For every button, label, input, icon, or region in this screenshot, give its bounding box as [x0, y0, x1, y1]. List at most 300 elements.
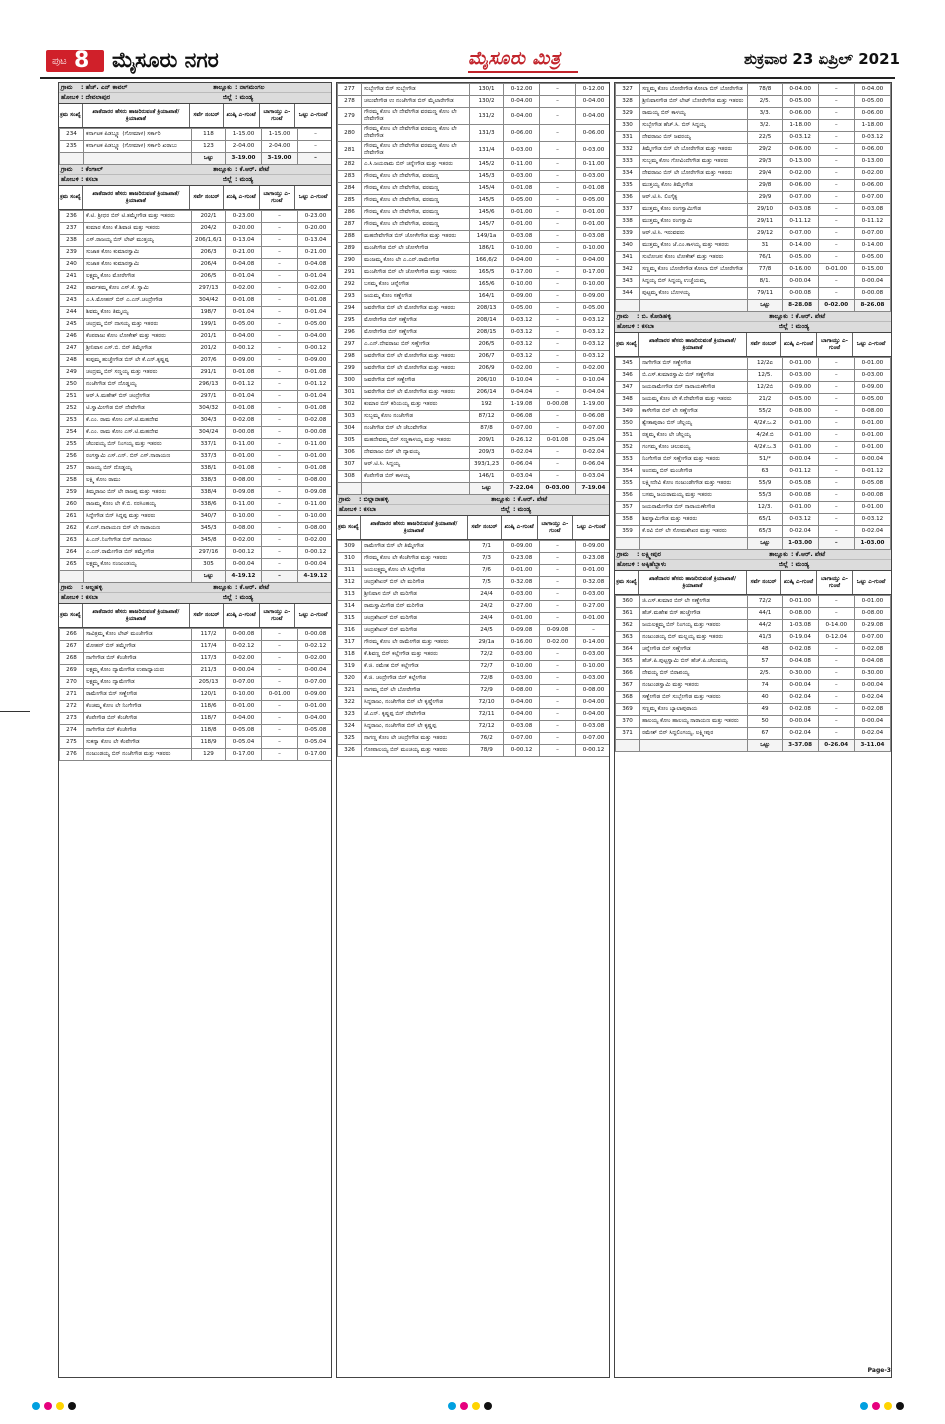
area-total: 0-03.12	[576, 351, 611, 363]
survey-number: 118/6	[192, 701, 226, 713]
owner-name: ಚಂದ್ರಮ್ಮ ಬಿನ್ ದಾಸಯ್ಯ ಮತ್ತು ಇತರರು	[84, 319, 192, 331]
total-spacer	[616, 538, 640, 550]
registration-dot	[44, 1402, 52, 1410]
area-dry: –	[540, 745, 576, 757]
survey-number: 76/1	[748, 252, 782, 264]
area-dry: –	[540, 375, 576, 387]
area-wet: 0-03.12	[504, 327, 540, 339]
owner-name: ಜಯರಾಮೇಗೌಡ ಬಿನ್ ನಾರಾಯಣೇಗೌಡ	[640, 382, 748, 394]
area-wet: 0-06.00	[782, 144, 818, 156]
survey-number: 72/8	[470, 673, 504, 685]
row-no: 326	[338, 745, 362, 757]
row-no: 355	[616, 478, 640, 490]
area-dry: –	[540, 159, 576, 171]
row-no: 371	[616, 728, 640, 740]
area-total: 0-05.08	[854, 478, 890, 490]
row-no: 288	[338, 231, 362, 243]
col-wet: ಖುಷ್ಕಿ ಎ-ಗುಂಟೆ	[781, 571, 817, 594]
total-spacer	[362, 483, 470, 495]
area-total: 0-13.04	[298, 235, 333, 247]
survey-number: 205/13	[192, 677, 226, 689]
village-name: : ಬಿಲ್ಲಾನಾಹಳ್ಳಿ	[359, 495, 389, 503]
survey-number: 78/8	[748, 84, 782, 96]
owner-name: ಪಿ.ಎನ್.ನಿಂಗೇಗೌಡ ಬಿನ್ ನಾಗರಾಜು	[84, 535, 192, 547]
owner-name: ಬಸಮ್ಮ ಜಯರಾಮಯ್ಯ ಮತ್ತು ಇತರರು	[640, 490, 748, 502]
table-row	[60, 355, 333, 367]
table-row	[616, 252, 891, 264]
row-no: 239	[60, 247, 84, 259]
area-total: 0-08.00	[854, 608, 890, 620]
area-wet: 0-01.04	[226, 271, 262, 283]
village-label: ಗ್ರಾಮ	[61, 165, 73, 173]
area-wet: 0-17.00	[504, 267, 540, 279]
col-no: ಕ್ರಮ ಸಂಖ್ಯೆ	[59, 104, 83, 127]
area-total: 0-05.00	[854, 252, 890, 264]
table-row	[60, 319, 333, 331]
area-total: 0-03.04	[576, 471, 611, 483]
row-no: 337	[616, 204, 640, 216]
survey-number: 21/2	[748, 394, 782, 406]
area-wet: 0-09.00	[504, 291, 540, 303]
row-no: 236	[60, 211, 84, 223]
area-wet: 0-03.00	[504, 649, 540, 661]
row-no: 278	[338, 96, 362, 108]
area-total: 0-07.00	[576, 423, 611, 435]
table-row	[60, 641, 333, 653]
survey-number: 118/7	[192, 713, 226, 725]
owner-name: ಜಯಲಕ್ಷ್ಮಮ್ಮ ಬಿನ್ ನಿಂಗಯ್ಯ ಮತ್ತು ಇತರರು	[640, 620, 748, 632]
owner-name: ರಾಮೇಗೌಡ ಬಿನ್ ಸಣ್ಣೇಗೌಡ	[84, 689, 192, 701]
owner-name: ಲಕ್ಷ್ಮೀದೇವಿ ಕೋಂ ನಂಜುಂಡೇಗೌಡ ಮತ್ತು ಇತರರು	[640, 478, 748, 490]
area-total: 0-06.00	[576, 125, 611, 142]
table-row	[338, 327, 611, 339]
owner-name: ನಾಗೇಗೌಡ ಬಿನ್ ಕೆಂಚೇಗೌಡ	[84, 725, 192, 737]
section-title: ಮೈಸೂರು ನಗರ	[112, 48, 219, 72]
area-total: 0-00.04	[298, 665, 333, 677]
row-no: 322	[338, 697, 362, 709]
owner-name: ಶ್ರೀನಿವಾಸ ಬಿನ್ ಲೇ ಮರಿಗೌಡ	[362, 589, 470, 601]
block-header-row	[615, 312, 891, 322]
table-row	[60, 749, 333, 761]
owner-name: ನಂಜುಂಡಯ್ಯ ಬಿನ್ ನಂಜೇಗೌಡ ಮತ್ತು ಇತರರು	[84, 749, 192, 761]
row-no: 353	[616, 454, 640, 466]
area-dry: –	[262, 749, 298, 761]
owner-name: ನಂಜೇಗೌಡ ಬಿನ್ ಲೇ ಚೆಲುವೇಗೌಡ	[362, 423, 470, 435]
area-total: 0-04.08	[298, 259, 333, 271]
col-wet: ಖುಷ್ಕಿ ಎ-ಗುಂಟೆ	[224, 104, 260, 127]
row-no: 286	[338, 207, 362, 219]
area-total: 0-09.00	[576, 291, 611, 303]
area-total: 0-09.00	[854, 382, 890, 394]
area-dry: –	[818, 430, 854, 442]
area-wet: 0-04.00	[504, 96, 540, 108]
area-dry: –	[818, 84, 854, 96]
area-dry: –	[540, 721, 576, 733]
area-dry: –	[818, 358, 854, 370]
table-row	[616, 394, 891, 406]
block-header-row	[615, 550, 891, 560]
survey-number: 337/3	[192, 451, 226, 463]
area-dry: –	[262, 355, 298, 367]
table-row	[338, 279, 611, 291]
survey-number: 67	[748, 728, 782, 740]
area-wet: 0-10.00	[226, 511, 262, 523]
owner-name: ಬಿ.ಎಸ್.ಕುಮಾರಸ್ವಾಮಿ ಬಿನ್ ಸಣ್ಣೇಗೌಡ	[640, 370, 748, 382]
land-table	[59, 210, 332, 583]
col-wet: ಖುಷ್ಕಿ ಎ-ಗುಂಟೆ	[781, 333, 817, 356]
column-3	[614, 82, 892, 1378]
table-row	[338, 423, 611, 435]
area-wet: 0-03.12	[782, 132, 818, 144]
area-wet: 0-08.00	[226, 475, 262, 487]
area-wet: 0-08.00	[782, 608, 818, 620]
area-wet: 0-23.08	[504, 553, 540, 565]
table-row	[616, 596, 891, 608]
row-no: 349	[616, 406, 640, 418]
survey-number: 22/5	[748, 132, 782, 144]
survey-number: 206/14	[470, 387, 504, 399]
table-row	[60, 701, 333, 713]
row-no: 351	[616, 430, 640, 442]
owner-name: ಮುತ್ತಯ್ಯ ಕೋಂ ತಿಮ್ಮೇಗೌಡ	[640, 180, 748, 192]
row-no: 280	[338, 125, 362, 142]
survey-number: 3/2.	[748, 120, 782, 132]
owner-name: ಸಿದ್ದರಾಜು, ನಂಜೇಗೌಡ ಬಿನ್ ಲೇ ಕೃಷ್ಣಪ್ಪ	[362, 721, 470, 733]
area-total: 0-00.12	[298, 547, 333, 559]
survey-number: 165/5	[470, 267, 504, 279]
area-total: 0-08.00	[298, 475, 333, 487]
owner-name: ಚಂದ್ರಶೇಖರ್ ಬಿನ್ ಮರಿಗೌಡ	[362, 625, 470, 637]
table-row	[60, 259, 333, 271]
survey-number: 12/5.	[748, 370, 782, 382]
owner-name: ಕೆ.ಜಿ. ಚಂದ್ರೇಗೌಡ ಬಿನ್ ಕಲ್ಲೇಗೌಡ	[362, 673, 470, 685]
row-no: 240	[60, 259, 84, 271]
area-wet: 0-02.04	[782, 692, 818, 704]
area-dry: –	[818, 728, 854, 740]
survey-number: 72/12	[470, 721, 504, 733]
table-row	[60, 247, 333, 259]
row-no: 333	[616, 156, 640, 168]
area-wet: 0-04.08	[226, 259, 262, 271]
table-row	[616, 288, 891, 300]
row-no: 370	[616, 716, 640, 728]
area-wet: 0-02.00	[782, 168, 818, 180]
owner-name: ಗೌರಮ್ಮ ಕೋಂ ಲೇ ದೇವೇಗೌಡ, ವರಮಣ್ಣ	[362, 171, 470, 183]
survey-number: 338/4	[192, 487, 226, 499]
area-total: –	[576, 625, 611, 637]
area-total: 0-01.00	[854, 442, 890, 454]
total-row	[616, 538, 891, 550]
area-dry: 0-01.00	[818, 264, 854, 276]
table-row	[60, 629, 333, 641]
survey-number: 145/7	[470, 219, 504, 231]
survey-number: 297/13	[192, 283, 226, 295]
area-total: 0-06.00	[854, 108, 890, 120]
area-total: 0-03.00	[576, 649, 611, 661]
survey-number: 338/3	[192, 475, 226, 487]
area-wet: 0-01.08	[504, 183, 540, 195]
row-no: 246	[60, 331, 84, 343]
owner-name: ಗೌರಮ್ಮ ಕೋಂ ಲೇ ದೇವೇಗೌಡ, ವರಮಣ್ಣ	[362, 183, 470, 195]
owner-name: ದೇವಯ್ಯ ಬಿನ್ ಬಿರಾಪಯ್ಯ	[640, 668, 748, 680]
row-no: 369	[616, 704, 640, 716]
area-wet: 0-01.00	[504, 613, 540, 625]
col-survey: ಸರ್ವೆ ನಂಬರ್	[747, 333, 781, 356]
area-wet: 0-04.00	[782, 84, 818, 96]
area-dry: –	[818, 204, 854, 216]
area-total: 0-05.04	[298, 737, 333, 749]
area-total: 0-03.00	[854, 370, 890, 382]
owner-name: ಶ್ರೀನಿವಾಸಗೌಡ ಬಿನ್ ಲೇಟ್ ಬೋರೇಗೌಡ ಮತ್ತು ಇತರರು	[640, 96, 748, 108]
table-row	[338, 553, 611, 565]
area-dry: 0-01.00	[262, 689, 298, 701]
area-total: 0-02.04	[576, 447, 611, 459]
area-wet: 0-04.04	[504, 387, 540, 399]
row-no: 367	[616, 680, 640, 692]
district-label: ಜಿಲ್ಲೆ	[500, 506, 510, 513]
col-wet: ಖುಷ್ಕಿ ಎ-ಗುಂಟೆ	[224, 604, 260, 627]
row-no: 340	[616, 240, 640, 252]
table-row	[60, 427, 333, 439]
row-no: 304	[338, 423, 362, 435]
total-spacer	[640, 538, 748, 550]
survey-number: 145/6	[470, 207, 504, 219]
area-wet: 0-19.04	[782, 632, 818, 644]
registration-dot	[872, 1402, 880, 1410]
row-no: 308	[338, 471, 362, 483]
area-dry: –	[818, 156, 854, 168]
area-total: 0-23.08	[576, 553, 611, 565]
village-label: ಗ್ರಾಮ	[339, 495, 351, 503]
area-wet: 0-20.00	[226, 223, 262, 235]
table-row	[338, 565, 611, 577]
area-total: 0-07.00	[298, 677, 333, 689]
block-header-row	[615, 560, 891, 570]
row-no: 259	[60, 487, 84, 499]
owner-name: ಚಂದ್ರಶೇಖರ್ ಬಿನ್ ಲೇ ಮರಿಗೌಡ	[362, 577, 470, 589]
area-wet: 0-06.00	[782, 108, 818, 120]
block-header-row	[59, 583, 331, 593]
area-wet: 0-06.04	[504, 459, 540, 471]
survey-number: 131/3	[470, 125, 504, 142]
owner-name: ಸಣ್ಣಮ್ಮ ಕೋಂ ಬೋರೇಗೌಡ ಕೋಲಾ ಬಿನ್ ಬೋರೇಗೌಡ	[640, 264, 748, 276]
area-wet: 0-04.00	[226, 713, 262, 725]
table-row	[60, 499, 333, 511]
owner-name: ಗೌರಮ್ಮ ಕೋಂ ಲೇ ಕೆಂಚೇಗೌಡ ಮತ್ತು ಇತರರು	[362, 553, 470, 565]
area-wet: 0-10.00	[226, 689, 262, 701]
block-header	[59, 83, 331, 104]
survey-number: 29/1a	[470, 637, 504, 649]
district-name: : ಮಂಡ್ಯ	[791, 561, 810, 568]
survey-number: 29/9	[748, 192, 782, 204]
area-wet: 0-05.00	[782, 394, 818, 406]
row-no: 249	[60, 367, 84, 379]
area-wet: 0-05.08	[782, 478, 818, 490]
table-row	[616, 96, 891, 108]
area-total: 0-01.00	[854, 418, 890, 430]
row-no: 321	[338, 685, 362, 697]
owner-name: ಜಯಲಕ್ಷ್ಮಮ್ಮ ಕೋಂ ಲೇ ಸಿದ್ದೇಗೌಡ	[362, 565, 470, 577]
land-table	[59, 128, 332, 165]
survey-number: 149/1a	[470, 231, 504, 243]
row-no: 253	[60, 415, 84, 427]
area-dry: –	[540, 459, 576, 471]
table-row	[60, 343, 333, 355]
area-dry: –	[818, 252, 854, 264]
area-dry: –	[262, 499, 298, 511]
area-wet: 0-03.00	[504, 171, 540, 183]
survey-number: 211/3	[192, 665, 226, 677]
area-dry: –	[262, 451, 298, 463]
row-no: 252	[60, 403, 84, 415]
row-no: 338	[616, 216, 640, 228]
area-total: 0-12.00	[576, 84, 611, 96]
row-no: 306	[338, 447, 362, 459]
area-dry: –	[262, 713, 298, 725]
row-no: 359	[616, 526, 640, 538]
row-no: 328	[616, 96, 640, 108]
survey-number: 29/3	[748, 156, 782, 168]
area-total: 0-03.08	[854, 204, 890, 216]
owner-name: ತಿಮ್ಮರಾಜು ಬಿನ್ ಲೇ ರಾಜಪ್ಪ ಮತ್ತು ಇತರರು	[84, 487, 192, 499]
area-dry: –	[540, 649, 576, 661]
table-row	[616, 108, 891, 120]
survey-number: 4/2ಕೆ.ಒ.3	[748, 442, 782, 454]
area-dry: –	[540, 291, 576, 303]
survey-number: 7/1	[470, 541, 504, 553]
area-total: 0-04.00	[576, 709, 611, 721]
table-row	[60, 439, 333, 451]
area-wet: 1-18.00	[782, 120, 818, 132]
area-total: 0-05.00	[854, 96, 890, 108]
row-no: 289	[338, 243, 362, 255]
page-header	[40, 48, 900, 76]
total-label: ಒಟ್ಟು	[192, 571, 226, 583]
area-dry: –	[262, 475, 298, 487]
table-row	[616, 490, 891, 502]
table-row	[60, 331, 333, 343]
survey-number: 24/4	[470, 589, 504, 601]
area-total: 0-13.00	[854, 156, 890, 168]
area-wet: 0-16.00	[504, 637, 540, 649]
area-wet: 0-09.08	[504, 625, 540, 637]
page-mark: Page-3	[867, 1367, 891, 1374]
area-dry: –	[818, 608, 854, 620]
district-label: ಜಿಲ್ಲೆ	[222, 176, 232, 183]
col-total: ಒಟ್ಟು ಎ-ಗುಂಟೆ	[298, 612, 328, 618]
area-total: 0-11.00	[298, 499, 333, 511]
survey-number: 8/1.	[748, 276, 782, 288]
col-survey: ಸರ್ವೆ ನಂಬರ್	[747, 571, 781, 594]
block-header	[337, 495, 609, 516]
row-no: 356	[616, 490, 640, 502]
col-name: ಖಾತೆದಾರರ ಹೆಸರು ಹಾಜರಿರುವಂತೆ ಕ್ರಿಯಾಖಾತೆ/ಕ್ರಿಯಾಖಾತೆ	[639, 571, 747, 594]
owner-name: ಕುಮಾರ ಕೋಂ ಕೆ.ಶಿವಾಜಿ ಮತ್ತು ಇತರರು	[84, 223, 192, 235]
table-row	[616, 514, 891, 526]
hobli-label: ಹೋಬಳಿ	[339, 506, 357, 513]
area-wet: 0-02.08	[782, 704, 818, 716]
area-wet: 0-03.08	[504, 231, 540, 243]
owner-name: ಕೆ.ಟಿ. ಶ್ರೀಧರ ಬಿನ್ ಟಿ.ತಮ್ಮೇಗೌಡ ಮತ್ತು ಇತರರು	[84, 211, 192, 223]
area-wet: 0-08.00	[226, 523, 262, 535]
total-spacer	[616, 740, 640, 752]
area-wet: 0-03.12	[504, 315, 540, 327]
row-no: 260	[60, 499, 84, 511]
table-row	[616, 156, 891, 168]
area-dry: –	[262, 629, 298, 641]
col-no: ಕ್ರಮ ಸಂಖ್ಯೆ	[337, 516, 361, 539]
owner-name: ನಂಜುಂಡಯ್ಯ ಬಿನ್ ಮಲ್ಲಯ್ಯ ಮತ್ತು ಇತರರು	[640, 632, 748, 644]
total-wet: 7-22.04	[504, 483, 540, 495]
col-name: ಖಾತೆದಾರರ ಹೆಸರು ಹಾಜರಿರುವಂತೆ ಕ್ರಿಯಾಖಾತೆ/ಕ್ರಿಯಾಖಾತೆ	[83, 604, 190, 627]
area-dry: 0-14.00	[818, 620, 854, 632]
owner-name: ಸುಬ್ಬೇಗೌಡ ಹೆಚ್.ಸಿ. ಬಿನ್ ಸಿದ್ದಯ್ಯ	[640, 120, 748, 132]
area-dry: 1-15.00	[262, 129, 298, 141]
owner-name: ಸುಜಾತ ಕೋಂ ಕುಮಾರಸ್ವಾಮಿ	[84, 259, 192, 271]
owner-name: ತಿಮ್ಮೇಗೌಡ ಬಿನ್ ಲೇ ಬೋರೇಗೌಡ ಮತ್ತು ಇತರರು	[640, 144, 748, 156]
area-wet: 0-01.00	[782, 358, 818, 370]
area-dry: –	[262, 223, 298, 235]
area-wet: 0-04.00	[504, 697, 540, 709]
row-no: 343	[616, 276, 640, 288]
hobli-label: ಹೋಬಳಿ	[61, 176, 79, 183]
table-row	[616, 180, 891, 192]
area-wet: 0-01.00	[226, 701, 262, 713]
area-total: 0-02.00	[298, 535, 333, 547]
table-row	[616, 276, 891, 288]
block-header	[615, 550, 891, 571]
area-dry: –	[818, 120, 854, 132]
area-dry: –	[540, 601, 576, 613]
survey-number: 29/10	[748, 204, 782, 216]
survey-number: 198/7	[192, 307, 226, 319]
area-total: 0-10.04	[576, 375, 611, 387]
area-dry: –	[262, 343, 298, 355]
owner-name: ಆರ್.ಸಿ.ಮಹೇಶ್ ಬಿನ್ ಚಂದ್ರೇಗೌಡ	[84, 391, 192, 403]
row-no: 363	[616, 632, 640, 644]
owner-name: ಜವರೇಗೌಡ ಬಿನ್ ಲೇ ಮೋರೇಗೌಡ ಮತ್ತು ಇತರರು	[362, 351, 470, 363]
block-header-row	[615, 322, 891, 332]
survey-number: 77/8	[748, 264, 782, 276]
area-wet: 0-01.00	[504, 565, 540, 577]
area-wet: 0-04.08	[782, 656, 818, 668]
area-dry: –	[262, 403, 298, 415]
owner-name: ಸುಬ್ಬಮ್ಮ ಕೋಂ ನಂಜೇಗೌಡ	[362, 411, 470, 423]
area-total: 0-03.08	[576, 721, 611, 733]
hobli-name: : ಕಸಬಾ	[81, 594, 99, 601]
table-row	[338, 589, 611, 601]
registration-dot	[860, 1402, 868, 1410]
owner-name: ಸಿದ್ದರಾಜು, ನಂಜೇಗೌಡ ಬಿನ್ ಲೇ ಕೃಷ್ಣೇಗೌಡ	[362, 697, 470, 709]
land-table	[337, 83, 610, 495]
owner-name: ಎ.ಸಿ.ಮೋಹನ್ ಬಿನ್ ಎ.ಎನ್.ಚಂದ್ರೇಗೌಡ	[84, 295, 192, 307]
owner-name: ಚಂದ್ರಮ್ಮ ಬಿನ್ ಸಣ್ಣಯ್ಯ ಮತ್ತು ಇತರರು	[84, 367, 192, 379]
area-dry: –	[818, 418, 854, 430]
total-spacer	[60, 571, 84, 583]
row-no: 302	[338, 399, 362, 411]
row-no: 261	[60, 511, 84, 523]
area-total: 1-18.00	[854, 120, 890, 132]
owner-name: ಬಸಮ್ಮ ಕೋಂ ಚನ್ನೇಗೌಡ	[362, 279, 470, 291]
area-dry: –	[262, 463, 298, 475]
area-dry: –	[262, 439, 298, 451]
area-dry: –	[262, 511, 298, 523]
row-no: 315	[338, 613, 362, 625]
area-wet: 0-03.00	[782, 370, 818, 382]
survey-number: 206/1,6/1	[192, 235, 226, 247]
survey-number: 55/9	[748, 478, 782, 490]
row-no: 334	[616, 168, 640, 180]
